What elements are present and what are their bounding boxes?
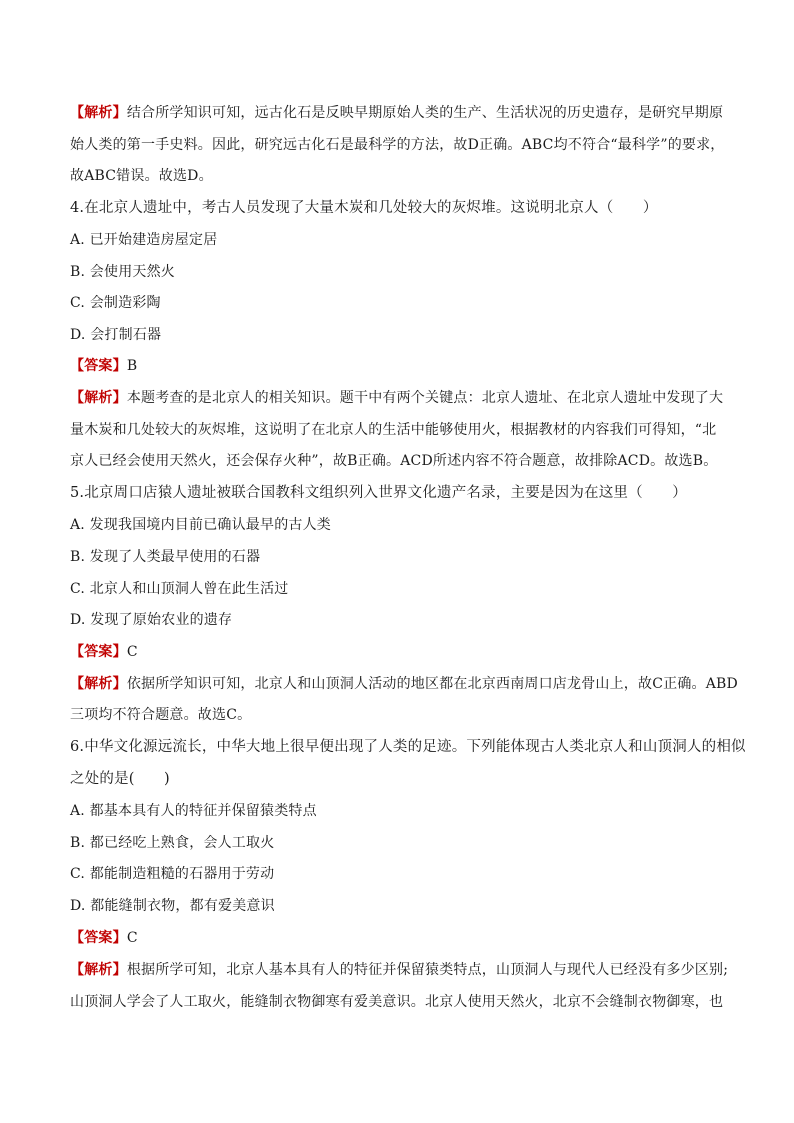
analysis-line: 量木炭和几处较大的灰烬堆，这说明了在北京人的生活中能够使用火，根据教材的内容我们可得知，“北 xyxy=(70,422,717,438)
analysis-label: 【解析】 xyxy=(70,676,127,692)
question-stem-4: 4.在北京人遗址中，考古人员发现了大量木炭和几处较大的灰烬堆。这说明北京人（ ） xyxy=(70,200,658,216)
option-5a: A. 发现我国境内目前已确认最早的古人类 xyxy=(70,517,332,533)
option-5c: C. 北京人和山顶洞人曾在此生活过 xyxy=(70,581,289,597)
answer-6 xyxy=(70,928,730,948)
analysis-line: 山顶洞人学会了人工取火，能缝制衣物御寒有爱美意识。北京人使用天然火，北京不会缝制衣物御寒，也 xyxy=(70,994,724,1010)
answer-4 xyxy=(70,356,730,376)
option-4c: C. 会制造彩陶 xyxy=(70,295,161,311)
question-stem-6-cont: 之处的是( ) xyxy=(70,771,170,787)
option-5d: D. 发现了原始农业的遗存 xyxy=(70,612,233,628)
option-6c: C. 都能制造粗糙的石器用于劳动 xyxy=(70,866,275,882)
analysis-label: 【解析】 xyxy=(70,105,127,121)
analysis-line: 【解析】结合所学知识可知，远古化石是反映早期原始人类的生产、生活状况的历史遗存，是研究早期原 xyxy=(70,105,724,121)
analysis-line: 【解析】依据所学知识可知，北京人和山顶洞人活动的地区都在北京西南周口店龙骨山上，故C正确。ABD xyxy=(70,676,738,692)
option-4d: D. 会打制石器 xyxy=(70,327,162,343)
option-6d: D. 都能缝制衣物，都有爱美意识 xyxy=(70,898,275,914)
analysis-label: 【解析】 xyxy=(70,962,127,978)
answer-5 xyxy=(70,642,730,662)
answer-value: C xyxy=(126,644,138,660)
question-stem-5: 5.北京周口店猿人遗址被联合国教科文组织列入世界文化遗产名录，主要是因为在这里（ ） xyxy=(70,485,687,501)
option-5b: B. 发现了人类最早使用的石器 xyxy=(70,549,261,565)
answer-label: 【答案】 xyxy=(70,644,127,660)
answer-label: 【答案】 xyxy=(70,358,127,374)
option-6b: B. 都已经吃上熟食，会人工取火 xyxy=(70,835,275,851)
option-4a: A. 已开始建造房屋定居 xyxy=(70,232,218,248)
option-4b: B. 会使用天然火 xyxy=(70,264,175,280)
question-stem-6: 6.中华文化源远流长，中华大地上很早便出现了人类的足迹。下列能体现古人类北京人和山顶洞人的相似 xyxy=(70,739,746,755)
analysis-line: 故ABC错误。故选D。 xyxy=(70,168,213,184)
analysis-line: 三项均不符合题意。故选C。 xyxy=(70,707,252,723)
analysis-line: 【解析】根据所学可知，北京人基本具有人的特征并保留猿类特点，山顶洞人与现代人已经没有多少区别; xyxy=(70,962,729,978)
analysis-line: 京人已经会使用天然火，还会保存火种”，故B正确。ACD所述内容不符合题意，故排除ACD。故选B。 xyxy=(70,453,718,469)
answer-value: C xyxy=(126,930,138,946)
analysis-line: 始人类的第一手史料。因此，研究远古化石是最科学的方法，故D正确。ABC均不符合“最科学”的要求， xyxy=(70,137,725,153)
analysis-line: 【解析】本题考查的是北京人的相关知识。题干中有两个关键点：北京人遗址、在北京人遗址中发现了大 xyxy=(70,390,724,406)
answer-value: B xyxy=(126,358,138,374)
answer-label: 【答案】 xyxy=(70,930,127,946)
analysis-label: 【解析】 xyxy=(70,390,127,406)
option-6a: A. 都基本具有人的特征并保留猿类特点 xyxy=(70,803,317,819)
